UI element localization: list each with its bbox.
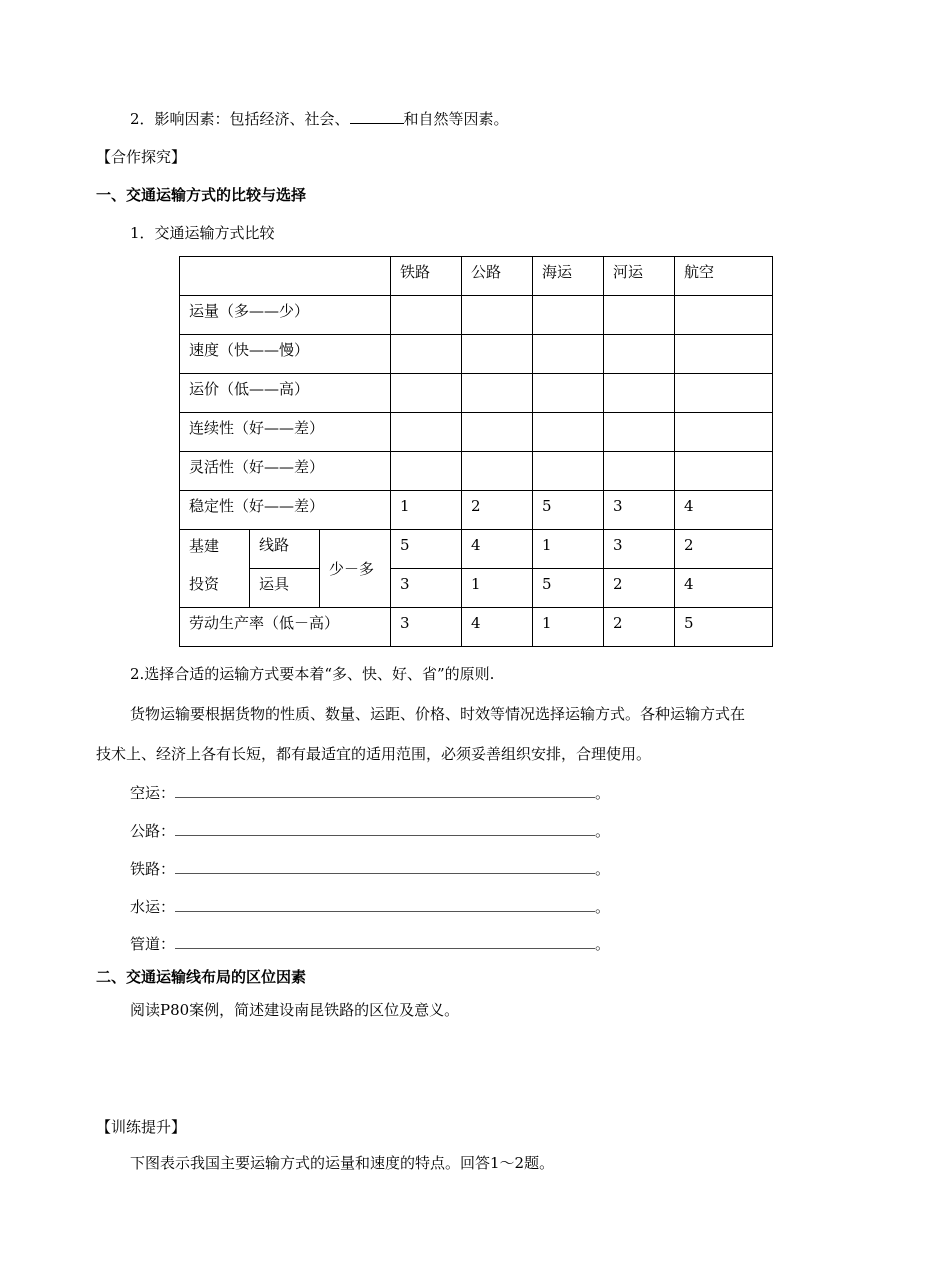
fill-end: 。 — [595, 898, 611, 916]
part1-sub1: 1．交通运输方式比较 — [130, 224, 275, 242]
table-cell: 5 — [533, 491, 604, 530]
table-cell — [391, 374, 462, 413]
col-header: 海运 — [533, 257, 604, 296]
table-row — [180, 491, 773, 530]
infra-label-top: 基建 — [189, 537, 220, 555]
train-text: 下图表示我国主要运输方式的运量和速度的特点。回答1～2题。 — [130, 1154, 555, 1172]
table-cell: 5 — [533, 569, 604, 608]
table-cell — [533, 452, 604, 491]
answer-line — [175, 821, 595, 836]
col-header: 航空 — [675, 257, 773, 296]
table-cell — [604, 296, 675, 335]
fill-label: 铁路： — [130, 860, 176, 878]
fill-label: 空运： — [130, 784, 176, 802]
table-cell — [462, 452, 533, 491]
factors-suffix: 和自然等因素。 — [403, 110, 509, 128]
table-row — [180, 296, 773, 335]
transport-comparison-table — [179, 256, 773, 647]
part1-sub2: 2.选择合适的运输方式要本着“多、快、好、省”的原则. — [130, 665, 495, 683]
table-cell — [462, 374, 533, 413]
table-cell — [533, 413, 604, 452]
col-header: 铁路 — [391, 257, 462, 296]
fill-end: 。 — [595, 935, 611, 953]
table-cell — [533, 335, 604, 374]
table-cell: 1 — [462, 569, 533, 608]
fill-row-pipeline — [130, 934, 610, 954]
table-cell — [604, 374, 675, 413]
row-label: 连续性（好——差） — [180, 413, 391, 452]
table-cell: 1 — [533, 530, 604, 569]
fill-end: 。 — [595, 784, 611, 802]
row-label: 运量（多——少） — [180, 296, 391, 335]
table-cell: 4 — [675, 569, 773, 608]
fill-row-water — [130, 897, 610, 917]
table-row — [180, 452, 773, 491]
table-cell — [675, 296, 773, 335]
fill-label: 水运： — [130, 898, 176, 916]
fill-row-rail — [130, 859, 610, 879]
table-cell: 2 — [675, 530, 773, 569]
table-cell: 4 — [675, 491, 773, 530]
fill-row-road — [130, 821, 610, 841]
table-cell — [604, 452, 675, 491]
table-cell: 4 — [462, 530, 533, 569]
table-corner-cell — [180, 257, 391, 296]
table-cell — [675, 374, 773, 413]
table-cell: 3 — [604, 491, 675, 530]
row-label: 速度（快——慢） — [180, 335, 391, 374]
table-cell — [462, 296, 533, 335]
table-cell — [391, 296, 462, 335]
answer-line — [175, 897, 595, 912]
table-header-row — [180, 257, 773, 296]
table-cell: 3 — [391, 608, 462, 647]
col-header: 公路 — [462, 257, 533, 296]
factors-line — [130, 109, 509, 129]
section-coop-heading: 【合作探究】 — [96, 148, 187, 166]
table-cell: 5 — [675, 608, 773, 647]
table-cell: 2 — [604, 569, 675, 608]
part1-heading: 一、交通运输方式的比较与选择 — [96, 186, 307, 204]
table-cell: 1 — [391, 491, 462, 530]
row-label: 线路 — [250, 530, 320, 569]
table-cell — [675, 413, 773, 452]
table-cell — [462, 335, 533, 374]
table-row — [180, 413, 773, 452]
answer-line — [175, 783, 595, 798]
row-label: 运价（低——高） — [180, 374, 391, 413]
section-train-heading: 【训练提升】 — [96, 1118, 187, 1136]
table-cell — [462, 413, 533, 452]
row-label: 灵活性（好——差） — [180, 452, 391, 491]
fill-end: 。 — [595, 822, 611, 840]
table-cell — [533, 296, 604, 335]
table-cell: 4 — [462, 608, 533, 647]
table-cell — [604, 413, 675, 452]
table-cell: 3 — [391, 569, 462, 608]
table-row — [180, 569, 773, 608]
paragraph-line-2: 技术上、经济上各有长短，都有最适宜的适用范围，必须妥善组织安排，合理使用。 — [96, 745, 652, 763]
factors-blank — [350, 109, 404, 124]
paragraph-line-1: 货物运输要根据货物的性质、数量、运距、价格、时效等情况选择运输方式。各种运输方式在 — [130, 705, 746, 723]
infra-label-bottom: 投资 — [189, 575, 220, 593]
fill-row-air — [130, 783, 610, 803]
part2-text: 阅读P80案例，简述建设南昆铁路的区位及意义。 — [130, 1001, 460, 1019]
table-cell — [391, 452, 462, 491]
infra-scale-label: 少－多 — [320, 530, 391, 608]
table-cell — [675, 335, 773, 374]
fill-label: 公路： — [130, 822, 176, 840]
table-cell: 1 — [533, 608, 604, 647]
col-header: 河运 — [604, 257, 675, 296]
table-cell — [675, 452, 773, 491]
table-cell — [533, 374, 604, 413]
row-label: 稳定性（好——差） — [180, 491, 391, 530]
table-row — [180, 335, 773, 374]
part2-heading: 二、交通运输线布局的区位因素 — [96, 968, 307, 986]
table-cell — [604, 335, 675, 374]
table-cell — [391, 413, 462, 452]
answer-line — [175, 859, 595, 874]
table-row — [180, 530, 773, 569]
table-cell — [391, 335, 462, 374]
factors-prefix: 2．影响因素：包括经济、社会、 — [130, 110, 350, 128]
row-label: 劳动生产率（低－高） — [180, 608, 391, 647]
table-cell: 2 — [604, 608, 675, 647]
table-row — [180, 374, 773, 413]
table-cell: 5 — [391, 530, 462, 569]
table-cell: 2 — [462, 491, 533, 530]
fill-end: 。 — [595, 860, 611, 878]
infra-label-cell — [180, 530, 250, 608]
table-row — [180, 608, 773, 647]
table-cell: 3 — [604, 530, 675, 569]
row-label: 运具 — [250, 569, 320, 608]
answer-line — [175, 934, 595, 949]
fill-label: 管道： — [130, 935, 176, 953]
